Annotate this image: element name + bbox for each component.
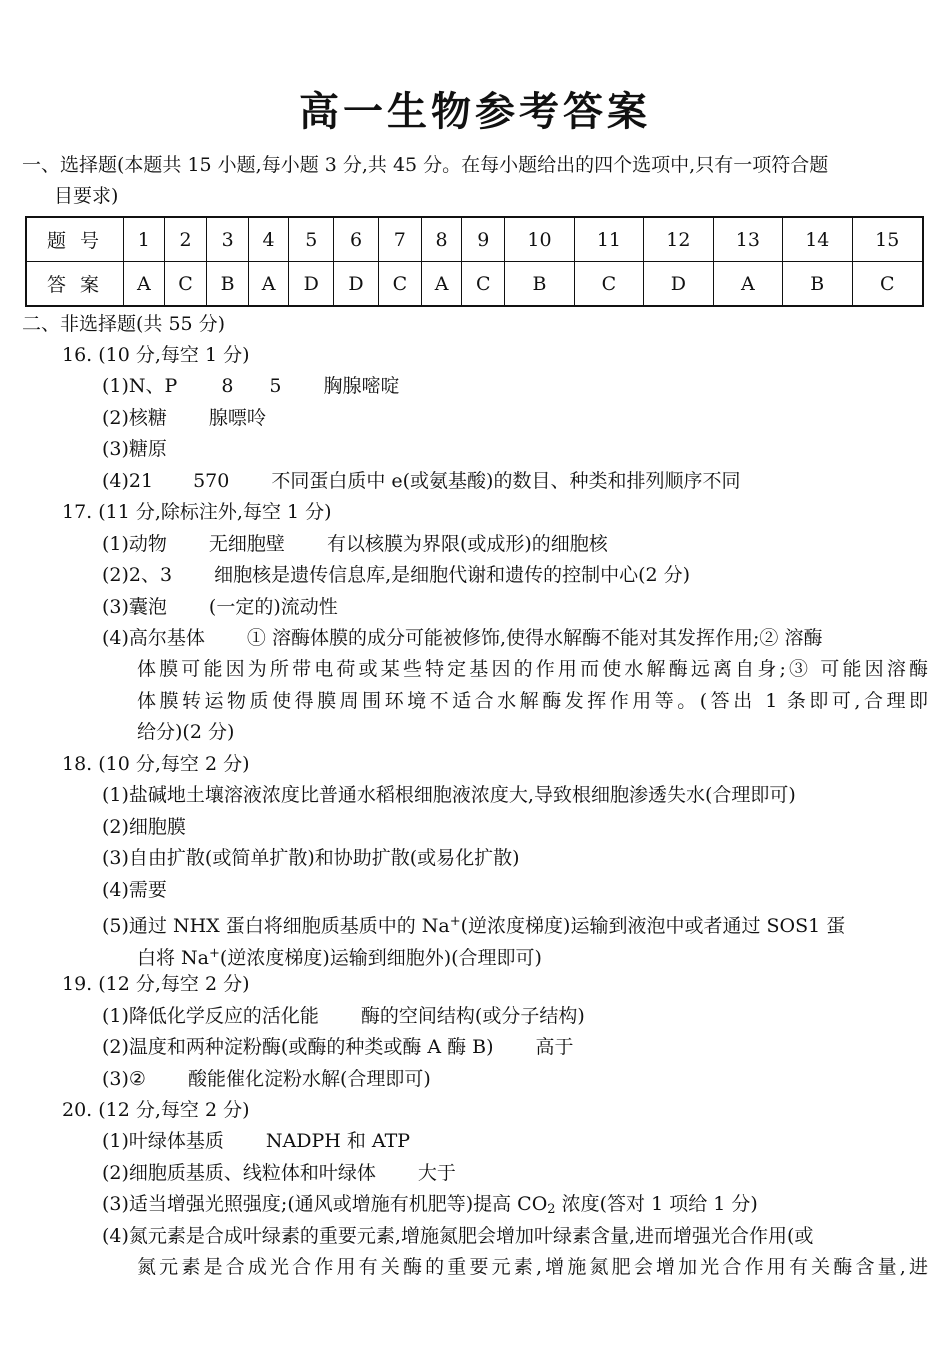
answer-part: 不同蛋白质中 e(或氨基酸)的数目、种类和排列顺序不同 <box>271 470 741 492</box>
answer-part: ① 溶酶体膜的成分可能被修饰,使得水解酶不能对其发挥作用;② 溶酶 <box>246 627 823 649</box>
q20-answer-1 <box>102 1126 410 1157</box>
answer-part: 有以核膜为界限(或成形)的细胞核 <box>326 533 608 555</box>
answer-part: 高于 <box>535 1036 574 1058</box>
answer-cell: C <box>462 262 505 307</box>
q17-answer-4-line4: 给分)(2 分) <box>137 721 235 743</box>
answer-part: (一定的)流动性 <box>208 596 338 618</box>
answer-part: (1)动物 <box>102 533 167 555</box>
answer-cell: D <box>289 262 334 307</box>
q18-answer-5-line1 <box>102 906 845 942</box>
q18-answer-1: (1)盐碱地土壤溶液浓度比普通水稻根细胞液浓度大,导致根细胞渗透失水(合理即可) <box>102 784 796 806</box>
answer-cell: B <box>783 262 852 307</box>
answer-part: (1)叶绿体基质 <box>102 1130 224 1152</box>
answer-part: (2)温度和两种淀粉酶(或酶的种类或酶 A 酶 B) <box>102 1036 494 1058</box>
question-number: 8 <box>421 217 462 262</box>
answer-part: (4)高尔基体 <box>102 627 205 649</box>
answer-cell: C <box>164 262 207 307</box>
answer-part: 白将 Na <box>137 947 209 969</box>
answer-part: 细胞核是遗传信息库,是细胞代谢和遗传的控制中心(2 分) <box>214 564 691 586</box>
answer-part: NADPH 和 ATP <box>265 1130 411 1152</box>
answer-part: 大于 <box>417 1162 456 1184</box>
question-number: 15 <box>852 217 923 262</box>
answer-part: (4)21 <box>102 470 154 492</box>
answer-part: (2)细胞质基质、线粒体和叶绿体 <box>102 1162 376 1184</box>
question-number: 2 <box>164 217 207 262</box>
q20-answer-4-line2: 氮元素是合成光合作用有关酶的重要元素,增施氮肥会增加光合作用有关酶含量,进 <box>137 1256 928 1278</box>
answer-part: 无细胞壁 <box>208 533 285 555</box>
question-number: 12 <box>644 217 713 262</box>
subscript: 2 <box>547 1202 556 1217</box>
q18-header: 18. (10 分,每空 2 分) <box>62 753 250 775</box>
q16-header: 16. (10 分,每空 1 分) <box>62 344 250 366</box>
q17-answer-4-line2: 体膜可能因为所带电荷或某些特定基因的作用而使水解酶远离自身;③ 可能因溶酶 <box>137 658 928 680</box>
section2-heading: 二、非选择题(共 55 分) <box>22 313 226 335</box>
answer-cell: A <box>421 262 462 307</box>
answer-cell: A <box>248 262 289 307</box>
q16-answer-1 <box>102 371 400 402</box>
answer-part: 酸能催化淀粉水解(合理即可) <box>187 1068 431 1090</box>
answer-cell: A <box>124 262 165 307</box>
q19-answer-3 <box>102 1064 431 1095</box>
row-label-question: 题号 <box>26 217 124 262</box>
q17-header: 17. (11 分,除标注外,每空 1 分) <box>62 501 332 523</box>
question-number: 4 <box>248 217 289 262</box>
question-number-row <box>26 217 923 262</box>
question-number: 13 <box>713 217 782 262</box>
answer-row <box>26 262 923 307</box>
answer-part: (3)适当增强光照强度;(通风或增施有机肥等)提高 CO <box>102 1193 548 1215</box>
superscript: + <box>449 914 461 929</box>
answer-cell: D <box>644 262 713 307</box>
answer-cell: D <box>334 262 379 307</box>
q16-answer-2 <box>102 403 266 434</box>
answer-part: (2)2、3 <box>102 564 173 586</box>
question-number: 14 <box>783 217 852 262</box>
page-title: 高一生物参考答案 <box>299 89 651 135</box>
q19-answer-1 <box>102 1001 585 1032</box>
answer-part: 浓度(答对 1 项给 1 分) <box>555 1193 758 1215</box>
answer-part: (3)② <box>102 1068 146 1090</box>
answer-part: (5)通过 NHX 蛋白将细胞质基质中的 Na <box>102 915 450 937</box>
q19-header: 19. (12 分,每空 2 分) <box>62 973 250 995</box>
q19-answer-2 <box>102 1032 574 1063</box>
q18-answer-2: (2)细胞膜 <box>102 816 186 838</box>
answer-part: 8 <box>221 375 234 397</box>
question-number: 1 <box>124 217 165 262</box>
answer-part: (1)降低化学反应的活化能 <box>102 1005 319 1027</box>
q18-answer-4: (4)需要 <box>102 879 167 901</box>
answer-part: 腺嘌呤 <box>208 407 266 429</box>
section1-heading-line1: 一、选择题(本题共 15 小题,每小题 3 分,共 45 分。在每小题给出的四个选项中,只有一项符合题 <box>22 154 829 176</box>
answer-cell: C <box>574 262 643 307</box>
q17-answer-1 <box>102 529 608 560</box>
answer-cell: C <box>378 262 421 307</box>
q20-answer-2 <box>102 1158 456 1189</box>
answer-cell: A <box>713 262 782 307</box>
answer-cell: C <box>852 262 923 307</box>
q17-answer-4-line1 <box>102 623 822 654</box>
q16-answer-3: (3)糖原 <box>102 438 167 460</box>
question-number: 9 <box>462 217 505 262</box>
answer-part: 酶的空间结构(或分子结构) <box>360 1005 585 1027</box>
q20-answer-4-line1: (4)氮元素是合成叶绿素的重要元素,增施氮肥会增加叶绿素含量,进而增强光合作用(或 <box>102 1225 814 1247</box>
answer-part: (3)囊泡 <box>102 596 167 618</box>
answer-cell: B <box>505 262 574 307</box>
answer-part: 570 <box>193 470 230 492</box>
answer-part: 胸腺嘧啶 <box>323 375 400 397</box>
superscript: + <box>209 946 220 961</box>
q17-answer-3 <box>102 592 338 623</box>
answer-table <box>25 216 924 307</box>
question-number: 11 <box>574 217 643 262</box>
q16-answer-4 <box>102 466 740 497</box>
q17-answer-4-line3: 体膜转运物质使得膜周围环境不适合水解酶发挥作用等。(答出 1 条即可,合理即 <box>137 690 928 712</box>
question-number: 6 <box>334 217 379 262</box>
answer-cell: B <box>207 262 248 307</box>
answer-part: (2)核糖 <box>102 407 167 429</box>
row-label-answer: 答案 <box>26 262 124 307</box>
q17-answer-2 <box>102 560 690 591</box>
answer-part: 5 <box>269 375 282 397</box>
question-number: 5 <box>289 217 334 262</box>
answer-part: (1)N、P <box>102 375 178 397</box>
q20-header: 20. (12 分,每空 2 分) <box>62 1099 250 1121</box>
q20-answer-3 <box>102 1189 758 1225</box>
section1-heading-line2: 目要求) <box>54 185 119 207</box>
q18-answer-3: (3)自由扩散(或简单扩散)和协助扩散(或易化扩散) <box>102 847 520 869</box>
answer-part: (逆浓度梯度)运输到细胞外)(合理即可) <box>219 947 542 969</box>
question-number: 7 <box>378 217 421 262</box>
question-number: 3 <box>207 217 248 262</box>
question-number: 10 <box>505 217 574 262</box>
answer-part: (逆浓度梯度)运输到液泡中或者通过 SOS1 蛋 <box>460 915 846 937</box>
